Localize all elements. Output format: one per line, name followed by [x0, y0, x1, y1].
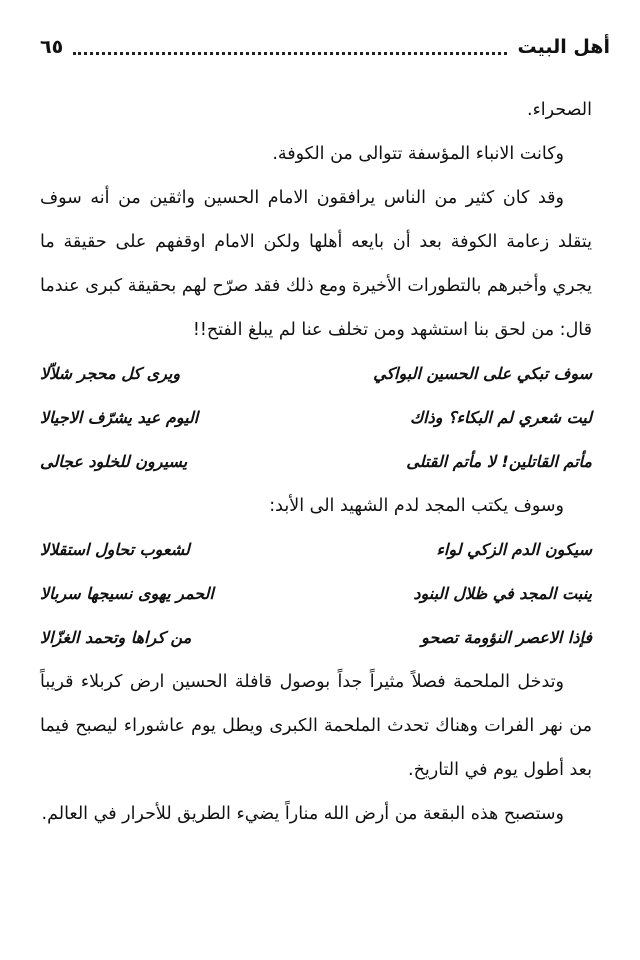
- paragraph-text: وسوف يكتب المجد لدم الشهيد الى الأبد:: [269, 496, 564, 516]
- verse-second-hemistich: ويرى كل محجر شلاّلا: [40, 364, 181, 383]
- verse-line: [40, 572, 592, 616]
- paragraph-text: وتدخل الملحمة فصلاً مثيراً جداً بوصول قافلة الحسين ارض كربلاء قريباً من نهر الفرات وهناك تحدث الملحمة الكبرى ويطل يوم عاشوراء ليصبح فيما بعد أطول يوم في التاريخ.: [40, 672, 592, 780]
- verse-first-hemistich: فإذا الاعصر النؤومة تصحو: [421, 628, 592, 647]
- running-header: [40, 30, 610, 64]
- paragraph-text: وستصبح هذه البقعة من أرض الله مناراً يضيء الطريق للأحرار في العالم.: [41, 804, 564, 824]
- paragraph-desert: [40, 88, 592, 132]
- paragraph-text: وقد كان كثير من الناس يرافقون الامام الحسين واثقين من أنه سوف يتقلد زعامة الكوفة بعد أن بايعه أهلها ولكن الامام اوقفهم على حقيقة ما يجري وأخبرهم بالتطورات الأخيرة ومع ذلك فقد صرّح لهم بحقيقة كبرى عندما قال: من لحق بنا استشهد ومن تخلف عنا لم يبلغ الفتح!!: [40, 188, 592, 340]
- verse-line: [40, 396, 592, 440]
- paragraph-text: وكانت الانباء المؤسفة تتوالى من الكوفة.: [272, 144, 564, 164]
- verse-first-hemistich: مأتم القاتلين! لا مأتم القتلى: [406, 452, 592, 471]
- paragraph-poem-intro: [40, 484, 592, 528]
- verse-second-hemistich: يسيرون للخلود عجالى: [40, 452, 188, 471]
- poem-block-1: [40, 352, 592, 484]
- paragraph-text: الصحراء.: [527, 100, 592, 120]
- verse-second-hemistich: الحمر يهوى نسيجها سربالا: [40, 584, 214, 603]
- verse-line: [40, 352, 592, 396]
- verse-second-hemistich: اليوم عيد يشرّف الاجيالا: [40, 408, 199, 427]
- paragraph-karbala: [40, 660, 592, 792]
- verse-first-hemistich: ينبت المجد في ظلال البنود: [413, 584, 592, 603]
- paragraph-beacon: [40, 792, 592, 836]
- paragraph-news: [40, 132, 592, 176]
- paragraph-companions: [40, 176, 592, 352]
- verse-first-hemistich: ليت شعري لم البكاء؟ وذاك: [409, 408, 592, 427]
- verse-line: [40, 616, 592, 660]
- verse-first-hemistich: سيكون الدم الزكي لواء: [436, 540, 592, 559]
- verse-line: [40, 440, 592, 484]
- verse-second-hemistich: لشعوب تحاول استقلالا: [40, 540, 190, 559]
- page-number: ٦٥: [40, 36, 64, 58]
- verse-first-hemistich: سوف تبكي على الحسين البواكي: [373, 364, 592, 383]
- leader-dots: [73, 52, 507, 55]
- page-body: [40, 88, 592, 836]
- verse-line: [40, 528, 592, 572]
- poem-block-2: [40, 528, 592, 660]
- verse-second-hemistich: من كراها وتحمد الغزّالا: [40, 628, 192, 647]
- chapter-title: أهل البيت: [517, 36, 610, 58]
